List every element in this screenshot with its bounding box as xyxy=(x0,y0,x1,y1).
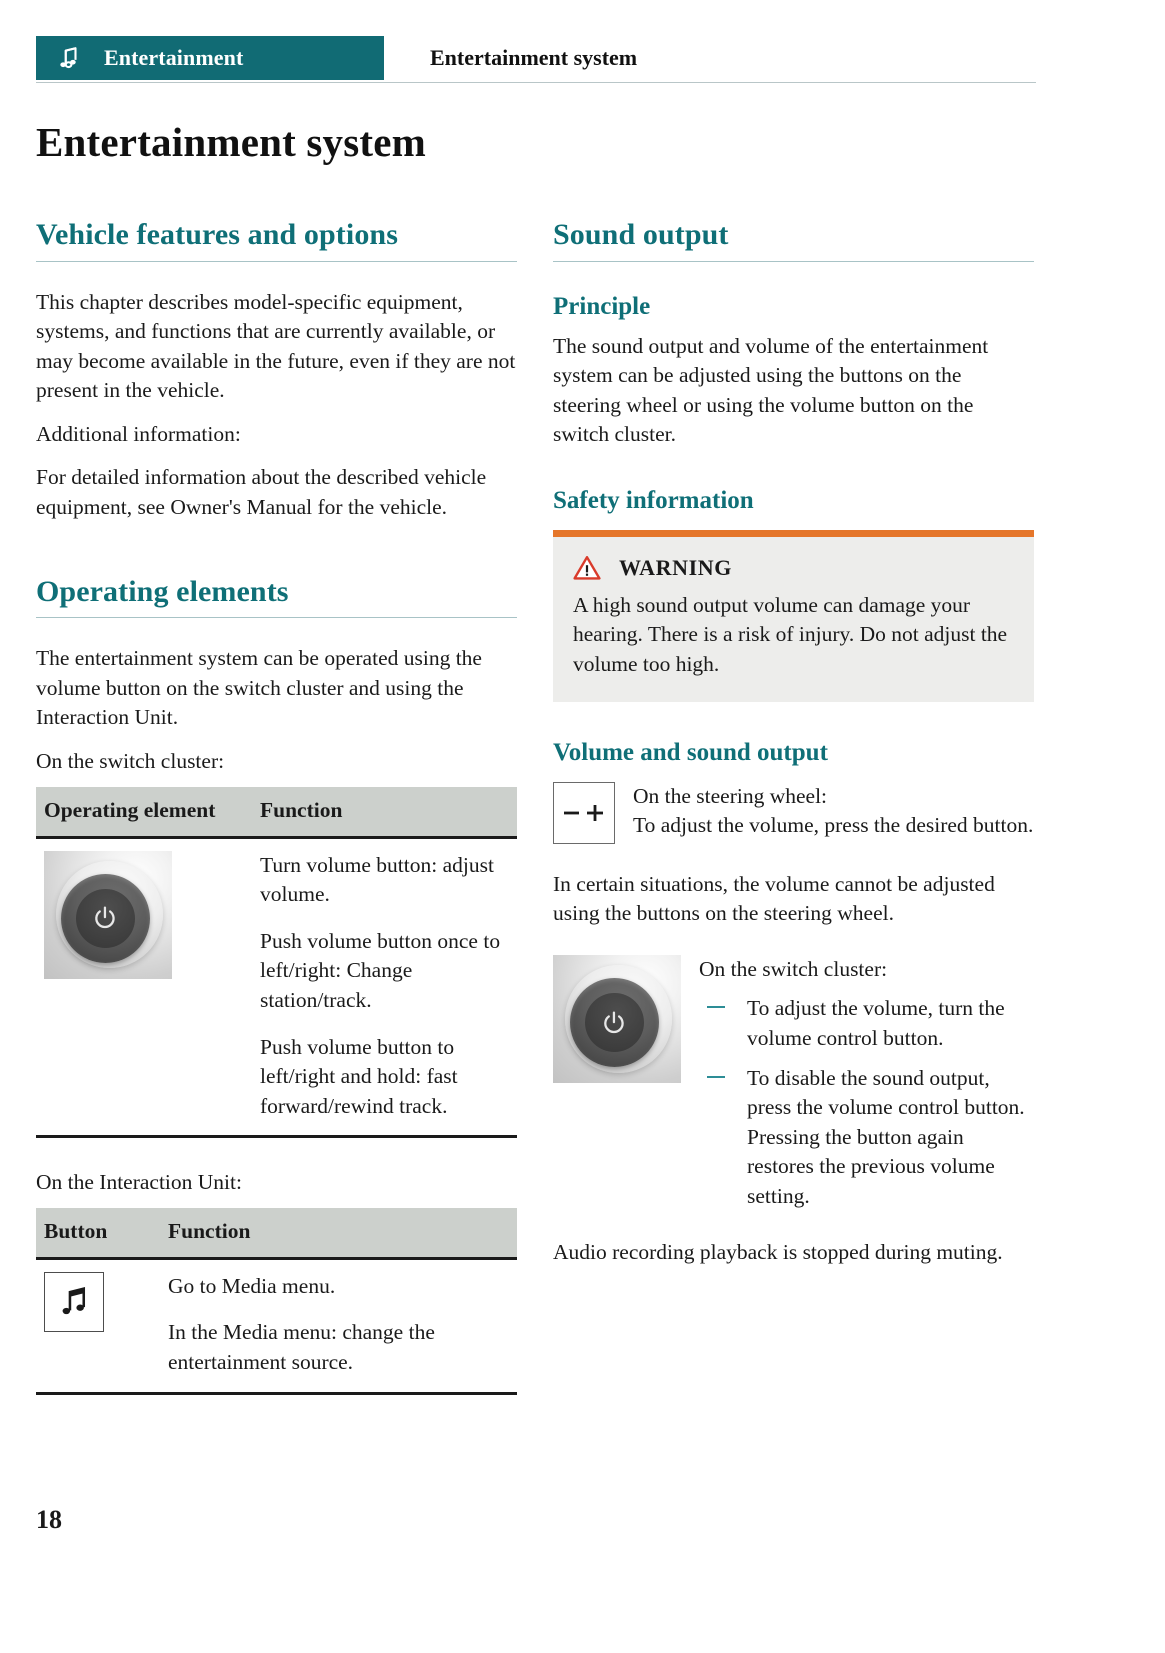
steering-wheel-text xyxy=(633,782,1034,841)
power-symbol-icon xyxy=(601,1010,627,1036)
warning-header xyxy=(573,555,1014,581)
left-column xyxy=(36,218,517,1395)
warning-triangle-icon xyxy=(573,555,601,581)
table-header-row xyxy=(36,787,517,838)
column-header-operating-element: Operating element xyxy=(36,787,252,838)
music-note-button-icon xyxy=(44,1272,104,1332)
subheading-principle: Principle xyxy=(553,292,651,320)
page-title: Entertainment system xyxy=(36,119,427,165)
paragraph-muting-closing: Audio recording playback is stopped during muting. xyxy=(553,1239,1003,1264)
table-row xyxy=(36,837,517,1137)
subheading-volume-and-sound-output: Volume and sound output xyxy=(553,738,828,766)
list-item xyxy=(699,994,1034,1053)
function-text: Go to Media menu. xyxy=(168,1273,336,1298)
dash-bullet-icon xyxy=(707,1006,725,1008)
column-header-function: Function xyxy=(160,1208,517,1259)
warning-label: WARNING xyxy=(619,554,732,580)
cell-operating-element xyxy=(36,837,252,1137)
steering-wheel-instruction: To adjust the volume, press the desired button. xyxy=(633,813,1034,838)
switch-cluster-text xyxy=(699,955,1034,1212)
knob-inner-face xyxy=(585,993,644,1052)
table-interaction-unit xyxy=(36,1208,517,1395)
running-header xyxy=(36,36,1036,80)
music-note-icon xyxy=(56,45,82,71)
paragraph-additional-information: Additional information: xyxy=(36,421,241,446)
subheading-safety-information: Safety information xyxy=(553,486,754,514)
power-symbol-icon xyxy=(92,905,118,931)
switch-cluster-photo-wrap xyxy=(553,955,681,1083)
table-header-row xyxy=(36,1208,517,1259)
dash-bullet-icon xyxy=(707,1076,725,1078)
paragraph-operating-intro: The entertainment system can be operated using the volume button on the switch cluster and using the Interaction Unit. xyxy=(36,646,482,730)
running-title: Entertainment system xyxy=(430,45,638,70)
switch-cluster-block xyxy=(553,955,1034,1212)
paragraph-principle: The sound output and volume of the entertainment system can be adjusted using the buttons on the steering wheel or using the volume button on the switch cluster. xyxy=(553,333,989,447)
volume-knob-photo xyxy=(44,851,172,979)
steering-wheel-block xyxy=(553,782,1034,844)
paragraph-detailed-information: For detailed information about the described vehicle equipment, see Owner's Manual for the vehicle. xyxy=(36,465,487,520)
music-note-icon xyxy=(56,1284,92,1320)
switch-cluster-lead: On the switch cluster: xyxy=(699,956,888,981)
section-heading-sound-output: Sound output xyxy=(553,218,729,251)
volume-knob-photo xyxy=(553,955,681,1083)
function-text: Push volume button to left/right and hold: fast forward/rewind track. xyxy=(260,1034,458,1118)
cell-function xyxy=(160,1258,517,1393)
chapter-tab xyxy=(36,36,384,80)
table-switch-cluster xyxy=(36,787,517,1139)
switch-cluster-list xyxy=(699,994,1034,1211)
function-text: In the Media menu: change the entertainment source. xyxy=(168,1320,435,1375)
steering-wheel-icon-wrap xyxy=(553,782,615,844)
list-item-text: To disable the sound output, press the volume control button. Pressing the button again restores the previous volume setting. xyxy=(747,1065,1025,1208)
caption-switch-cluster: On the switch cluster: xyxy=(36,748,225,773)
warning-text: A high sound output volume can damage your hearing. There is a risk of injury. Do not adjust the volume too high. xyxy=(573,592,1008,677)
list-item xyxy=(699,1064,1034,1212)
steering-wheel-lead: On the steering wheel: xyxy=(633,783,828,808)
right-column xyxy=(553,218,1034,1267)
section-heading-operating-elements: Operating elements xyxy=(36,574,289,608)
minus-plus-button-icon xyxy=(553,782,615,844)
header-divider xyxy=(36,82,1036,83)
cell-function xyxy=(252,837,517,1137)
minus-plus-icon xyxy=(561,800,607,826)
caption-interaction-unit: On the Interaction Unit: xyxy=(36,1170,242,1195)
column-header-button: Button xyxy=(36,1208,160,1259)
paragraph-volume-note: In certain situations, the volume cannot be adjusted using the buttons on the steering wheel. xyxy=(553,871,995,926)
knob-inner-face xyxy=(76,889,135,948)
list-item-text: To adjust the volume, turn the volume control button. xyxy=(747,996,1005,1051)
function-text: Turn volume button: adjust volume. xyxy=(260,852,494,907)
warning-box xyxy=(553,530,1034,702)
paragraph-chapter-describes: This chapter describes model-specific equipment, systems, and functions that are currently available, or may become available in the future, even if they are not present in the vehicle. xyxy=(36,289,516,403)
page-number: 18 xyxy=(36,1505,62,1534)
section-heading-vehicle-features: Vehicle features and options xyxy=(36,218,398,251)
function-text: Push volume button once to left/right: Change station/track. xyxy=(260,928,501,1012)
cell-button-icon xyxy=(36,1258,160,1393)
column-header-function: Function xyxy=(252,787,517,838)
chapter-tab-label: Entertainment xyxy=(104,45,244,70)
table-row xyxy=(36,1258,517,1393)
